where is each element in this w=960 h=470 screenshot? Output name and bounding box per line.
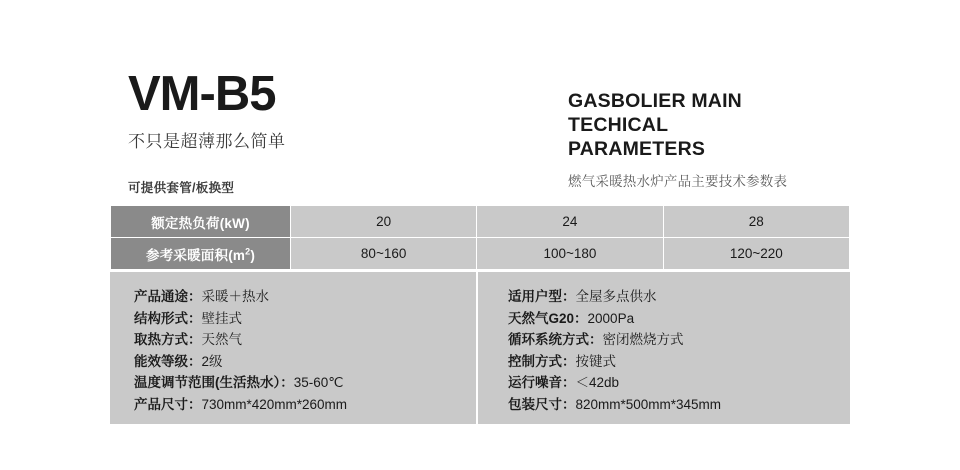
detail-item	[508, 351, 850, 373]
detail-value: 2级	[201, 353, 223, 369]
detail-key: 能效等级	[134, 353, 188, 369]
detail-value: 35-60℃	[293, 375, 344, 390]
detail-key: 天然气G20	[508, 310, 575, 326]
detail-key: 结构形式	[134, 310, 188, 326]
detail-separator: ：	[562, 353, 576, 369]
detail-key: 控制方式	[508, 353, 562, 369]
detail-key: 运行噪音	[508, 375, 562, 390]
spec-value: 120~220	[663, 238, 849, 270]
header-right	[568, 90, 848, 190]
detail-value: 按键式	[575, 353, 616, 369]
detail-separator: ：	[188, 332, 202, 347]
spec-table	[110, 205, 850, 270]
detail-key: 取热方式	[134, 332, 188, 347]
detail-panel	[110, 272, 850, 424]
spec-row-label-prefix: 参考采暖面积(m	[146, 247, 246, 263]
detail-value: 壁挂式	[201, 310, 242, 326]
spec-row-label-heating-area	[111, 238, 291, 270]
detail-key: 产品尺寸	[134, 396, 188, 412]
header-left	[128, 67, 508, 196]
detail-item	[134, 308, 476, 330]
detail-column-right	[476, 272, 850, 424]
detail-value: 密闭燃烧方式	[602, 332, 684, 347]
spec-value: 28	[663, 206, 849, 238]
spec-row-label-superscript: 2	[245, 246, 251, 256]
english-title	[568, 90, 848, 161]
detail-value: 820mm*500mm*345mm	[575, 396, 722, 412]
detail-key: 产品通途	[134, 289, 188, 304]
detail-separator: ：	[188, 353, 202, 369]
detail-item	[508, 372, 850, 394]
detail-value: 全屋多点供水	[575, 289, 657, 304]
detail-item	[134, 286, 476, 308]
spec-value: 20	[291, 206, 477, 238]
detail-item	[508, 308, 850, 330]
detail-value: 天然气	[201, 332, 242, 347]
detail-key: 包装尺寸	[508, 396, 562, 412]
detail-separator: ：	[562, 289, 576, 304]
detail-separator: ：	[589, 332, 603, 347]
detail-item	[508, 329, 850, 351]
detail-item	[508, 394, 850, 416]
model-note: 可提供套管/板换型	[128, 181, 235, 195]
detail-value: ＜42db	[575, 375, 620, 390]
detail-value: 采暖＋热水	[201, 289, 269, 304]
detail-value: 730mm*420mm*260mm	[201, 396, 348, 412]
detail-separator: ：	[562, 375, 576, 390]
detail-item	[508, 286, 850, 308]
table-row	[111, 206, 850, 238]
spec-value: 80~160	[291, 238, 477, 270]
spec-row-label-suffix: )	[250, 247, 256, 263]
detail-item	[134, 394, 476, 416]
detail-item	[134, 372, 476, 394]
detail-item	[134, 351, 476, 373]
english-title-line3: PARAMETERS	[568, 137, 706, 160]
detail-column-left	[110, 272, 476, 424]
detail-separator: ：	[188, 289, 202, 304]
detail-separator: ：	[188, 396, 202, 412]
detail-key: 温度调节范围(生活热水）	[134, 375, 281, 390]
table-row	[111, 238, 850, 270]
detail-separator: ：	[188, 310, 202, 326]
detail-value: 2000Pa	[587, 310, 635, 326]
detail-key: 适用户型	[508, 289, 562, 304]
header	[128, 67, 834, 195]
model-tagline: 不只是超薄那么简单	[128, 132, 286, 151]
spec-value: 24	[477, 206, 663, 238]
detail-separator: ：	[562, 396, 576, 412]
model-title: VM-B5	[128, 67, 276, 121]
detail-item	[134, 329, 476, 351]
detail-separator: ：	[280, 375, 294, 390]
english-title-line1: GASBOLIER MAIN	[568, 90, 742, 112]
detail-separator: ：	[574, 310, 588, 326]
spec-row-label-heat-load: 额定热负荷(kW)	[111, 206, 291, 238]
spec-value: 100~180	[477, 238, 663, 270]
chinese-subtitle: 燃气采暖热水炉产品主要技术参数表	[568, 174, 788, 190]
detail-key: 循环系统方式	[508, 332, 589, 347]
english-title-line2: TECHICAL	[568, 113, 669, 136]
